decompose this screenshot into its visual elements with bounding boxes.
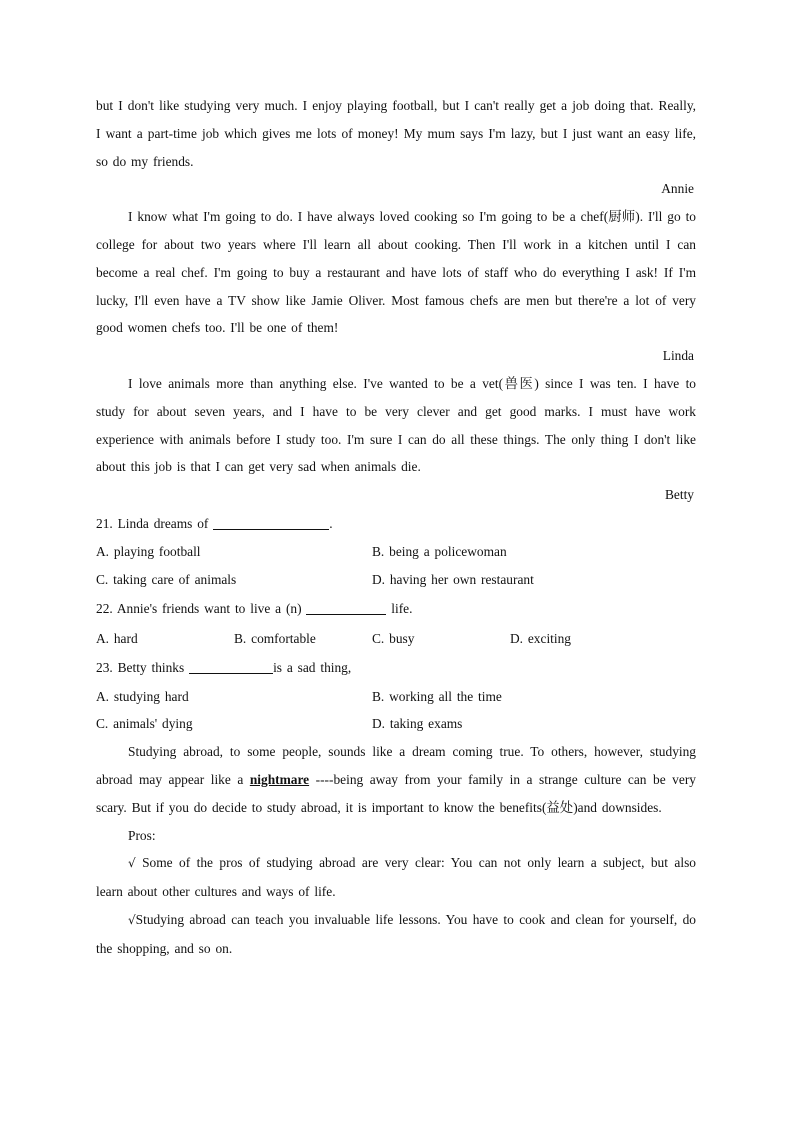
question-21: [96, 509, 696, 539]
option-b: B. working all the time: [372, 688, 502, 704]
question-stem-end: is a sad thing,: [273, 660, 352, 676]
pros-heading: Pros:: [128, 827, 156, 843]
question-stem-end: .: [329, 515, 333, 531]
pro-item: [96, 849, 696, 906]
question-number: 22.: [96, 601, 113, 617]
option-b: B. comfortable: [234, 630, 316, 646]
option-c: C. taking care of animals: [96, 572, 237, 588]
check-mark-icon: √: [128, 856, 136, 871]
betty-paragraph: I love animals more than anything else. I've wanted to be a vet(兽医) since I was ten. I have to study for about seven years, and I have to be very clever and get good marks. I must have work experience with animals before I study too. I'm sure I can do all these things. The only thing I don't like about this job is that I can get very sad when animals die.: [96, 375, 696, 475]
pro-item: [96, 906, 696, 963]
question-22-options: [96, 624, 696, 654]
option-a: A. studying hard: [96, 688, 189, 704]
answer-blank: [189, 659, 273, 674]
option-c: C. animals' dying: [96, 716, 193, 732]
intro-text-before: Studying abroad, to some people, sounds like a dream coming true. To others, however, studying abroad may appear like a: [96, 744, 696, 787]
keyword-nightmare: nightmare: [249, 771, 310, 787]
document-page: [96, 92, 696, 963]
question-number: 21.: [96, 515, 113, 531]
question-stem: Linda dreams of: [117, 515, 209, 531]
annie-signature: Annie: [661, 181, 694, 197]
pro-text: Some of the pros of studying abroad are very clear: You can not only learn a subject, but also learn about other cultures and ways of life.: [96, 855, 696, 900]
option-d: D. taking exams: [372, 716, 463, 732]
check-mark-icon: √: [128, 912, 136, 927]
option-c: C. busy: [372, 630, 415, 646]
question-stem: Annie's friends want to live a (n): [116, 601, 302, 617]
question-23-options: [96, 683, 696, 739]
betty-signature: Betty: [664, 487, 694, 503]
option-d: D. exciting: [510, 630, 571, 646]
question-21-options: [96, 538, 696, 594]
question-23: [96, 653, 696, 683]
linda-signature: Linda: [662, 348, 694, 364]
answer-blank: [213, 515, 329, 530]
question-stem-end: life.: [391, 601, 413, 617]
study-abroad-intro: [96, 738, 696, 821]
question-number: 23.: [96, 660, 113, 676]
option-a: A. hard: [96, 630, 138, 646]
annie-paragraph-end: but I don't like studying very much. I enjoy playing football, but I can't really get a job doing that. Really, I want a part-time job which gives me lots of money! My mum says I'm lazy, but I just want an easy life, so do my friends.: [96, 98, 696, 169]
option-a: A. playing football: [96, 544, 201, 560]
option-d: D. having her own restaurant: [372, 572, 534, 588]
option-b: B. being a policewoman: [372, 544, 507, 560]
question-22: [96, 594, 696, 624]
linda-paragraph: I know what I'm going to do. I have always loved cooking so I'm going to be a chef(厨师). I'll go to college for about two years where I'll learn all about cooking. Then I'll work in a kitchen until I can become a real chef. I'm going to buy a restaurant and have lots of staff who do everything I ask! If I'm lucky, I'll even have a TV show like Jamie Oliver. Most famous chefs are men but there're a lot of very good women chefs too. I'll be one of them!: [96, 209, 696, 336]
intro-text-after: ----being away from your family in a strange culture can be very scary. But if you do decide to study abroad, it is important to know the benefits(益处)and downsides.: [96, 771, 696, 815]
question-stem: Betty thinks: [117, 660, 185, 676]
pro-text: Studying abroad can teach you invaluable life lessons. You have to cook and clean for yourself, do the shopping, and so on.: [96, 911, 696, 956]
answer-blank: [306, 600, 386, 615]
